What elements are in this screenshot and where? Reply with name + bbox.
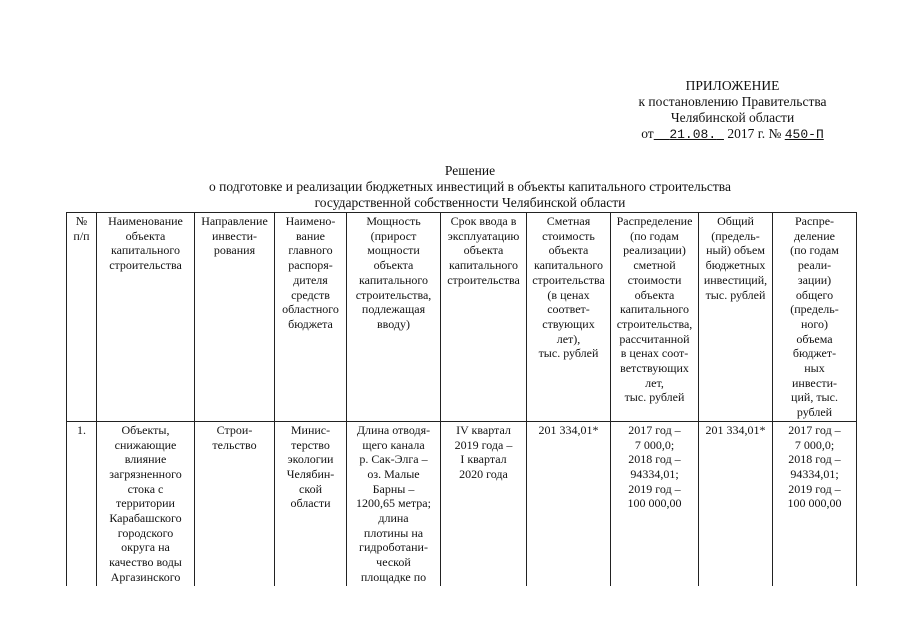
appendix-region-line: Челябинской области	[670, 110, 795, 125]
appendix-date-prefix: от	[641, 126, 654, 141]
title-line-3: государственной собственности Челябинской области	[314, 195, 626, 210]
title-line-2: о подготовке и реализации бюджетных инвестиций в объекты капитального строительства	[209, 179, 731, 194]
cell-main-manager: Минис- терство экологии Челябин- ской области	[275, 421, 347, 585]
cell-commissioning-date: IV квартал 2019 года – I квартал 2020 года	[441, 421, 527, 585]
appendix-number-value: 450-П	[784, 127, 824, 142]
appendix-date-line	[560, 126, 905, 143]
cell-capacity: Длина отводя- щего канала р. Сак-Элга – оз. Малые Барны – 1200,65 метра; длина плотины на гидроботани- ческой площадке по	[347, 421, 441, 585]
cell-cost-distribution: 2017 год – 7 000,0; 2018 год – 94334,01; 2019 год – 100 000,00	[611, 421, 699, 585]
header-total-investment: Общий (предель- ный) объем бюджетных инвестиций, тыс. рублей	[699, 213, 773, 422]
header-estimated-cost: Сметная стоимость объекта капитального строительства (в ценах соответ- ствующих лет), тыс. рублей	[527, 213, 611, 422]
header-object-name: Наименование объекта капитального строительства	[97, 213, 195, 422]
table-row	[67, 421, 857, 585]
appendix-date-text: 21.08.	[669, 127, 717, 142]
investment-table	[66, 212, 857, 586]
header-number: № п/п	[67, 213, 97, 422]
cell-direction: Строи- тельство	[195, 421, 275, 585]
cell-number: 1.	[67, 421, 97, 585]
cell-investment-distribution: 2017 год – 7 000,0; 2018 год – 94334,01; 2019 год – 100 000,00	[773, 421, 857, 585]
appendix-heading: ПРИЛОЖЕНИЕ	[685, 78, 780, 93]
appendix-resolution-line: к постановлению Правительства	[638, 94, 827, 109]
header-capacity: Мощность (прирост мощности объекта капитального строительства, подлежащая вводу)	[347, 213, 441, 422]
appendix-year-text: 2017 г. №	[727, 126, 782, 141]
header-cost-distribution: Распределение (по годам реализации) сметной стоимости объекта капитального строительства, рассчитанной в ценах соот- ветствующих лет, тыс. рублей	[611, 213, 699, 422]
appendix-date-value	[654, 127, 724, 142]
header-main-manager: Наимено- вание главного распоря- дителя средств областного бюджета	[275, 213, 347, 422]
title-line-1: Решение	[444, 163, 496, 178]
cell-estimated-cost: 201 334,01*	[527, 421, 611, 585]
document-title	[40, 163, 900, 211]
header-investment-distribution: Распре- деление (по годам реали- зации) общего (предель- ного) объема бюджет- ных инвести- ций, тыс. рублей	[773, 213, 857, 422]
table-header-row	[67, 213, 857, 422]
cell-total-investment: 201 334,01*	[699, 421, 773, 585]
cell-object-name: Объекты, снижающие влияние загрязненного стока с территории Карабашского городского округа на качество воды Аргазинского	[97, 421, 195, 585]
header-commissioning-date: Срок ввода в эксплуатацию объекта капитального строительства	[441, 213, 527, 422]
header-direction: Направление инвести- рования	[195, 213, 275, 422]
appendix-block	[560, 78, 905, 143]
